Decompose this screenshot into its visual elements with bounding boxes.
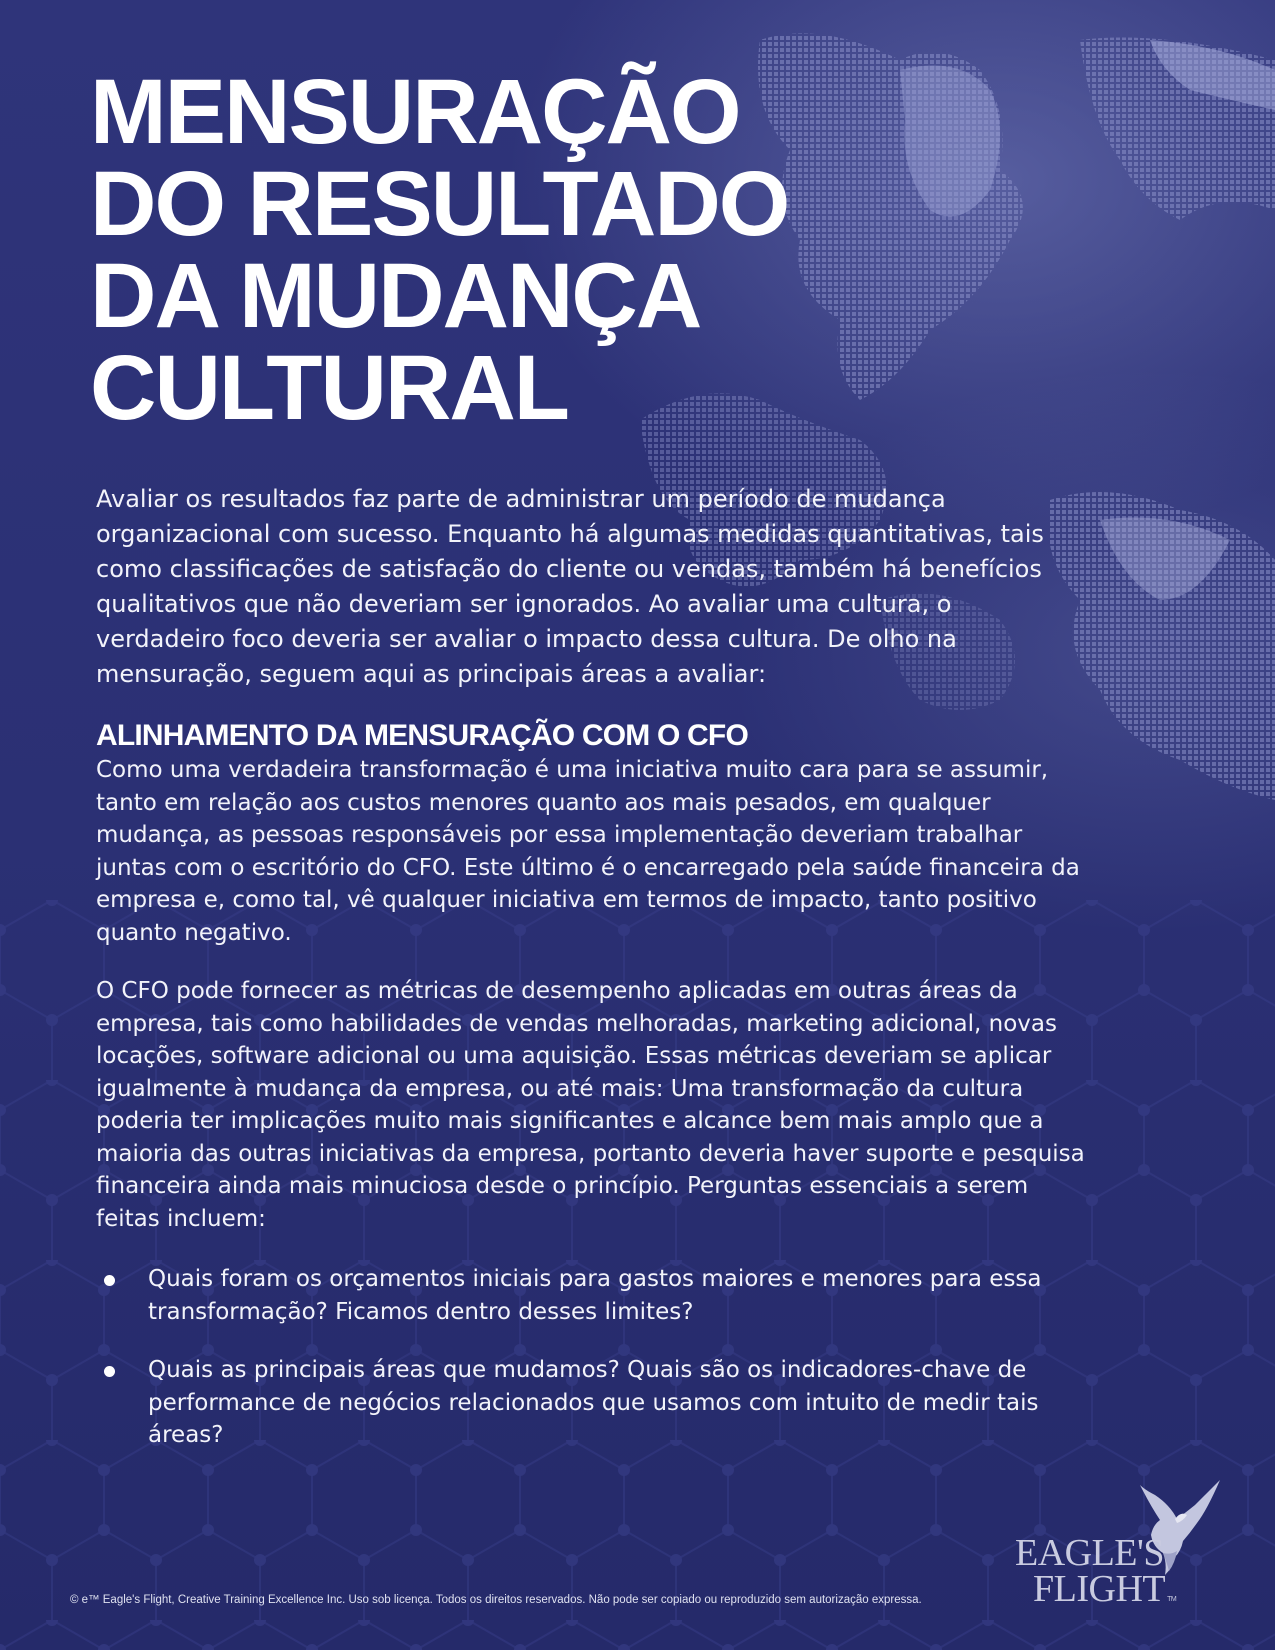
- logo-line-text: FLIGHT: [1033, 1568, 1166, 1610]
- bullet-icon: [104, 1366, 115, 1377]
- section-heading: ALINHAMENTO DA MENSURAÇÃO COM O CFO: [96, 719, 748, 752]
- copyright-notice: © e™ Eagle's Flight, Creative Training Excellence Inc. Uso sob licença. Todos os direitos reservados. Não pode ser copiado ou reproduzido sem autorização expressa.: [70, 1594, 922, 1606]
- list-item: [96, 1354, 1086, 1452]
- body-paragraph: O CFO pode fornecer as métricas de desempenho aplicadas em outras áreas da empresa, tais como habilidades de vendas melhoradas, marketing adicional, novas locações, software adicional ou uma aquisição. Essas métricas deveriam se aplicar igualmente à mudança da empresa, ou até mais: Uma transformação da cultura poderia ter implicações muito mais significantes e alcance bem mais amplo que a maioria das outras iniciativas da empresa, portanto deveria haver suporte e pesquisa financeira ainda mais minuciosa desde o princípio. Perguntas essenciais a serem feitas incluem:: [96, 978, 1085, 1232]
- logo-wordmark: [1015, 1532, 1177, 1618]
- intro-paragraph: Avaliar os resultados faz parte de administrar um período de mudança organizacional com sucesso. Enquanto há algumas medidas quantitativas, tais como classificações de satisfação do cliente ou vendas, também há benefícios qualitativos que não deveriam ser ignorados. Ao avaliar uma cultura, o verdadeiro foco deveria ser avaliar o impacto dessa cultura. De olho na mensuração, seguem aqui as principais áreas a avaliar:: [96, 485, 1044, 688]
- title-line: CULTURAL: [90, 337, 568, 439]
- page-title: [90, 61, 810, 439]
- bullet-icon: [104, 1275, 115, 1286]
- title-line: MENSURAÇÃO: [90, 61, 740, 163]
- logo-line: [1015, 1568, 1177, 1618]
- list-item-text: Quais as principais áreas que mudamos? Quais são os indicadores-chave de performance de negócios relacionados que usamos com intuito de medir tais áreas?: [148, 1357, 1039, 1448]
- trademark-mark: TM: [1167, 1596, 1177, 1603]
- list-item: [96, 1263, 1086, 1328]
- main-content: [96, 482, 1086, 1478]
- list-item-text: Quais foram os orçamentos iniciais para gastos maiores e menores para essa transformação? Ficamos dentro desses limites?: [148, 1266, 1042, 1325]
- title-line: DA MUDANÇA: [90, 245, 701, 347]
- body-paragraph: Como uma verdadeira transformação é uma iniciativa muito cara para se assumir, tanto em relação aos custos menores quanto aos mais pesados, em qualquer mudança, as pessoas responsáveis por essa implementação deveriam trabalhar juntas com o escritório do CFO. Este último é o encarregado pela saúde financeira da empresa e, como tal, vê qualquer iniciativa em termos de impacto, tanto positivo quanto negativo.: [96, 757, 1080, 946]
- title-line: DO RESULTADO: [90, 153, 789, 255]
- eagles-flight-logo: [1015, 1475, 1225, 1615]
- question-list: [96, 1263, 1086, 1452]
- logo-line: EAGLE'S: [1015, 1532, 1165, 1574]
